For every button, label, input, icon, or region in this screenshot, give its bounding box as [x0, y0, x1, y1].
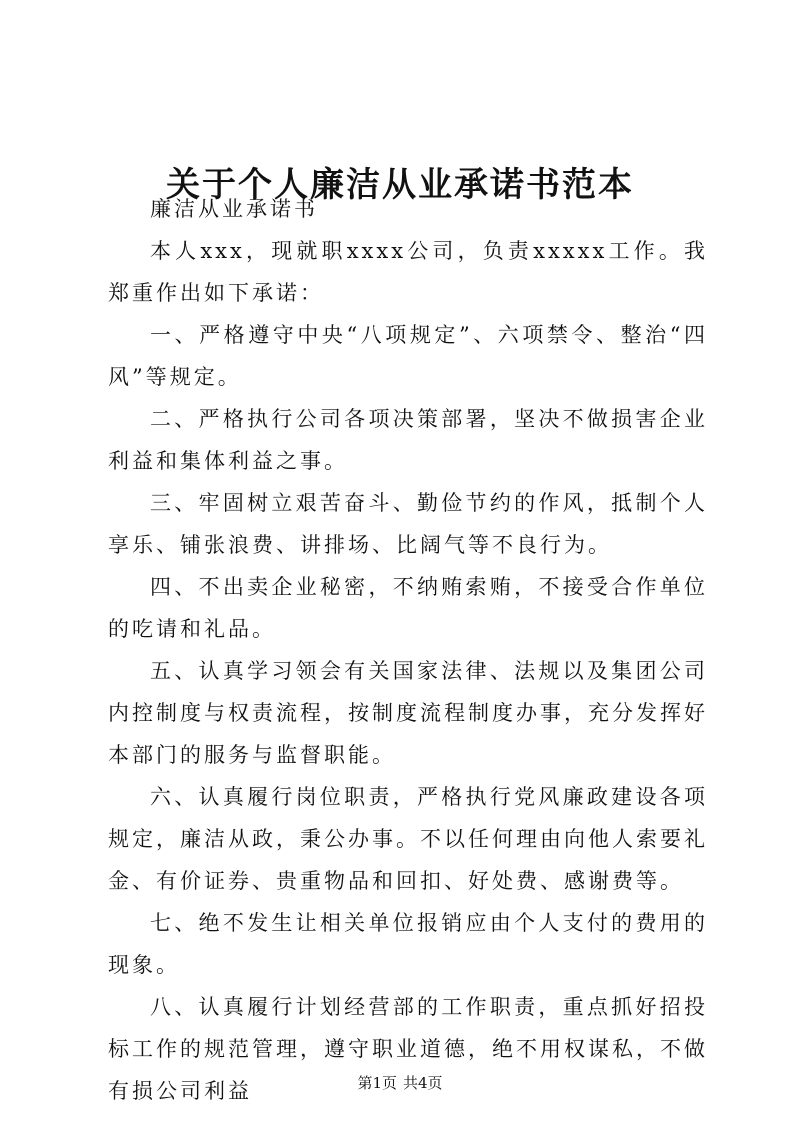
page-number: 第1页: [357, 1074, 397, 1092]
paragraph-intro: 本人xxx，现就职xxxx公司，负责xxxxx工作。我郑重作出如下承诺：: [108, 239, 708, 305]
paragraph-item-5: 五、认真学习领会有关国家法律、法规以及集团公司内控制度与权责流程，按制度流程制度办事，充分发挥好本部门的服务与监督职能。: [108, 659, 708, 767]
page-footer: [0, 1073, 800, 1093]
paragraph-item-2: 二、严格执行公司各项决策部署，坚决不做损害企业利益和集体利益之事。: [108, 407, 708, 473]
document-body: [108, 188, 708, 1112]
paragraph-item-3: 三、牢固树立艰苦奋斗、勤俭节约的作风，抵制个人享乐、铺张浪费、讲排场、比阔气等不良行为。: [108, 491, 708, 557]
page-total: 共4页: [403, 1074, 443, 1092]
paragraph-item-4: 四、不出卖企业秘密，不纳贿索贿，不接受合作单位的吃请和礼品。: [108, 575, 708, 641]
document-title: 关于个人廉洁从业承诺书范本: [166, 164, 634, 205]
paragraph-item-1: 一、严格遵守中央“八项规定”、六项禁令、整治“四风”等规定。: [108, 323, 708, 389]
paragraph-item-8: 八、认真履行计划经营部的工作职责，重点抓好招投标工作的规范管理，遵守职业道德，绝不用权谋私，不做有损公司利益: [108, 995, 708, 1103]
paragraph-heading: 廉洁从业承诺书: [150, 197, 318, 221]
paragraph-item-6: 六、认真履行岗位职责，严格执行党风廉政建设各项规定，廉洁从政，秉公办事。不以任何理由向他人索要礼金、有价证券、贵重物品和回扣、好处费、感谢费等。: [108, 785, 708, 893]
paragraph-item-7: 七、绝不发生让相关单位报销应由个人支付的费用的现象。: [108, 911, 708, 977]
